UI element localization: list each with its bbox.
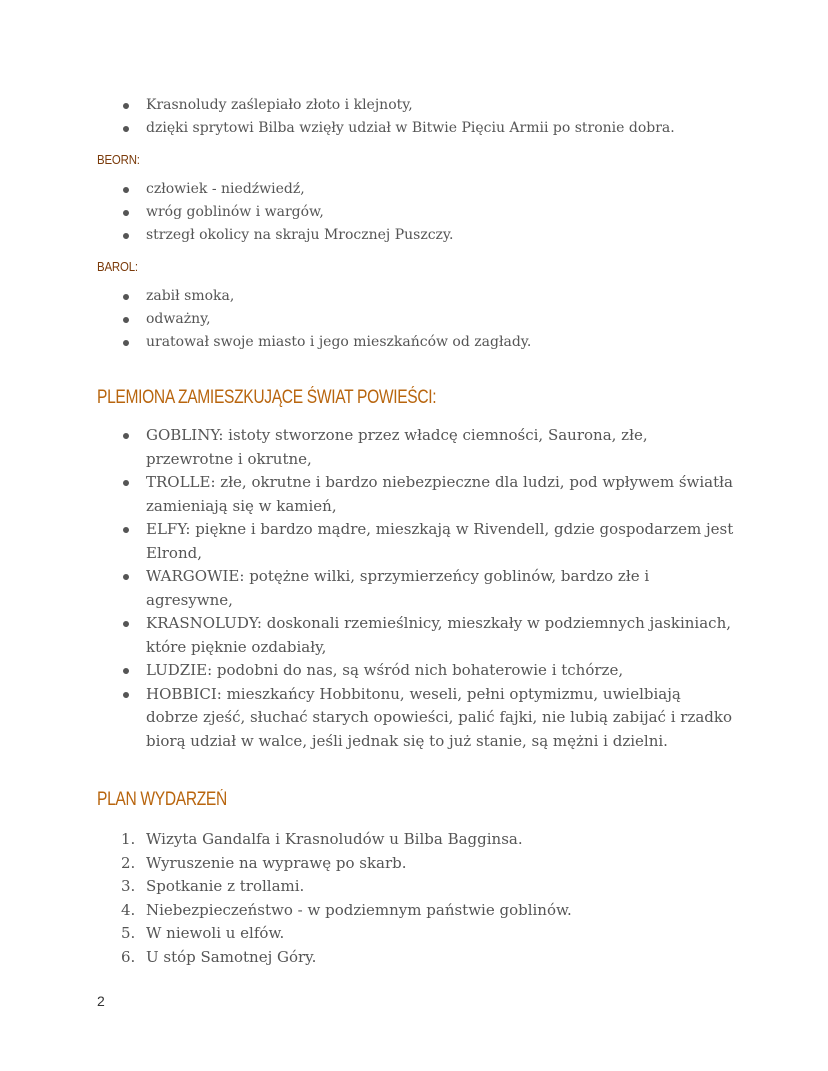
list-item: strzegł okolicy na skraju Mrocznej Puszczy. bbox=[97, 224, 737, 247]
list-number: 5. bbox=[121, 924, 136, 942]
plemiona-list bbox=[97, 424, 737, 753]
list-item bbox=[97, 828, 737, 852]
barol-heading: BAROL: bbox=[97, 259, 138, 274]
plan-heading: PLAN WYDARZEŃ bbox=[97, 789, 227, 810]
barol-list bbox=[97, 285, 737, 354]
beorn-list bbox=[97, 178, 737, 247]
list-text: Wizyta Gandalfa i Krasnoludów u Bilba Bagginsa. bbox=[146, 830, 523, 848]
list-number: 1. bbox=[121, 830, 136, 848]
list-text: W niewoli u elfów. bbox=[146, 924, 285, 942]
beorn-heading: BEORN: bbox=[97, 152, 140, 167]
list-number: 2. bbox=[121, 853, 136, 872]
krasnoludy-list bbox=[97, 94, 737, 140]
list-text: U stóp Samotnej Góry. bbox=[146, 947, 317, 966]
list-item: wróg goblinów i wargów, bbox=[97, 201, 737, 224]
list-item: zabił smoka, bbox=[97, 285, 737, 308]
list-text: Wyruszenie na wyprawę po skarb. bbox=[146, 853, 407, 872]
page-content bbox=[97, 94, 737, 969]
list-item: Krasnoludy zaślepiało złoto i klejnoty, bbox=[97, 94, 737, 117]
plan-list bbox=[97, 828, 737, 969]
plemiona-heading: PLEMIONA ZAMIESZKUJĄCE ŚWIAT POWIEŚCI: bbox=[97, 387, 437, 408]
list-item: WARGOWIE: potężne wilki, sprzymierzeńcy goblinów, bardzo złe i agresywne, bbox=[97, 565, 737, 612]
list-item: GOBLINY: istoty stworzone przez władcę ciemności, Saurona, złe, przewrotne i okrutne, bbox=[97, 424, 737, 471]
list-text: Niebezpieczeństwo - w podziemnym państwie goblinów. bbox=[146, 900, 572, 919]
list-item: uratował swoje miasto i jego mieszkańców od zagłady. bbox=[97, 331, 737, 354]
list-item: odważny, bbox=[97, 308, 737, 331]
list-item bbox=[97, 875, 737, 899]
list-item: HOBBICI: mieszkańcy Hobbitonu, weseli, pełni optymizmu, uwielbiają dobrze zjeść, słuchać starych opowieści, palić fajki, nie lubią zabijać i rzadko biorą udział w walce, jeśli jednak się to już stanie, są mężni i dzielni. bbox=[97, 683, 737, 754]
list-item: człowiek - niedźwiedź, bbox=[97, 178, 737, 201]
list-item bbox=[97, 899, 737, 923]
list-number: 3. bbox=[121, 877, 136, 895]
list-number: 6. bbox=[121, 947, 136, 966]
list-item: TROLLE: złe, okrutne i bardzo niebezpieczne dla ludzi, pod wpływem światła zamieniają się w kamień, bbox=[97, 471, 737, 518]
list-item bbox=[97, 946, 737, 970]
list-item: dzięki sprytowi Bilba wzięły udział w Bitwie Pięciu Armii po stronie dobra. bbox=[97, 117, 737, 140]
page-number: 2 bbox=[97, 993, 105, 1009]
list-item: LUDZIE: podobni do nas, są wśród nich bohaterowie i tchórze, bbox=[97, 659, 737, 683]
list-text: Spotkanie z trollami. bbox=[146, 877, 305, 895]
list-item: ELFY: piękne i bardzo mądre, mieszkają w Rivendell, gdzie gospodarzem jest Elrond, bbox=[97, 518, 737, 565]
list-item bbox=[97, 852, 737, 876]
list-item bbox=[97, 922, 737, 946]
list-item: KRASNOLUDY: doskonali rzemieślnicy, mieszkały w podziemnych jaskiniach, które pięknie ozdabiały, bbox=[97, 612, 737, 659]
list-number: 4. bbox=[121, 900, 136, 919]
